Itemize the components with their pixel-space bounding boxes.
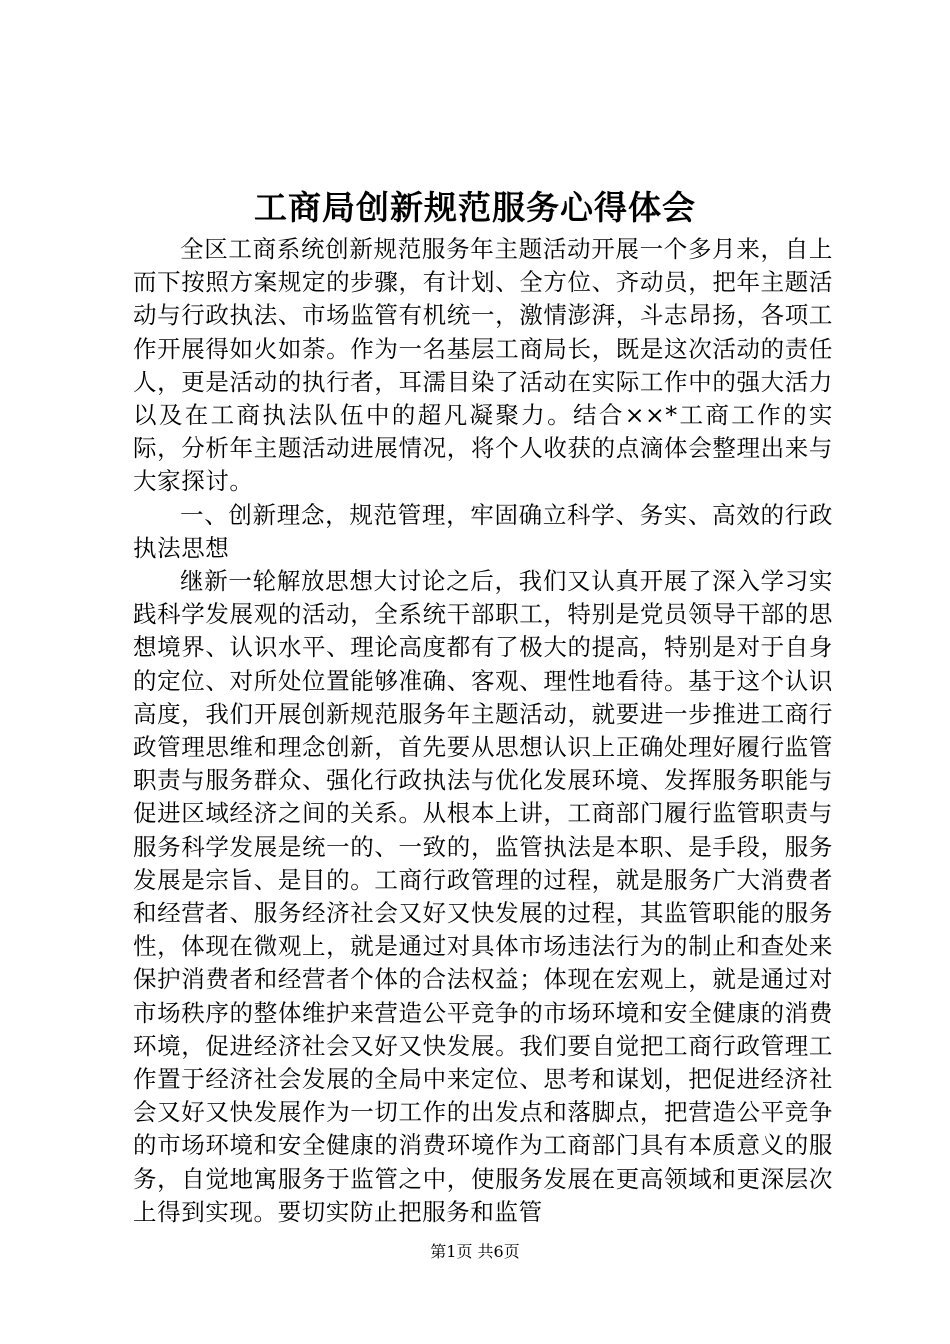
paragraph: 继新一轮解放思想大讨论之后，我们又认真开展了深入学习实践科学发展观的活动，全系统干部职工，特别是党员领导干部的思想境界、认识水平、理论高度都有了极大的提高，特别是对于自身的定位、对所处位置能够准确、客观、理性地看待。基于这个认识高度，我们开展创新规范服务年主题活动，就要进一步推进工商行政管理思维和理念创新，首先要从思想认识上正确处理好履行监管职责与服务群众、强化行政执法与优化发展环境、发挥服务职能与促进区域经济之间的关系。从根本上讲，工商部门履行监管职责与服务科学发展是统一的、一致的，监管执法是本职、是手段，服务发展是宗旨、是目的。工商行政管理的过程，就是服务广大消费者和经营者、服务经济社会又好又快发展的过程，其监管职能的服务性，体现在微观上，就是通过对具体市场违法行为的制止和查处来保护消费者和经营者个体的合法权益；体现在宏观上，就是通过对市场秩序的整体维护来营造公平竞争的市场环境和安全健康的消费环境，促进经济社会又好又快发展。我们要自觉把工商行政管理工作置于经济社会发展的全局中来定位、思考和谋划，把促进经济社会又好又快发展作为一切工作的出发点和落脚点，把营造公平竞争的市场环境和安全健康的消费环境作为工商部门具有本质意义的服务，自觉地寓服务于监管之中，使服务发展在更高领域和更深层次上得到实现。要切实防止把服务和监管 bbox=[133, 567, 833, 1226]
section-heading: 一、创新理念，规范管理，牢固确立科学、务实、高效的行政执法思想 bbox=[133, 500, 833, 562]
document-body bbox=[133, 233, 833, 1229]
paragraph: 全区工商系统创新规范服务年主题活动开展一个多月来，自上而下按照方案规定的步骤，有计划、全方位、齐动员，把年主题活动与行政执法、市场监管有机统一，激情澎湃，斗志昂扬，各项工作开展得如火如荼。作为一名基层工商局长，既是这次活动的责任人，更是活动的执行者，耳濡目染了活动在实际工作中的强大活力以及在工商执法队伍中的超凡凝聚力。结合××*工商工作的实际，分析年主题活动进展情况，将个人收获的点滴体会整理出来与大家探讨。 bbox=[133, 235, 833, 496]
page-number: 第1页 共6页 bbox=[430, 1242, 520, 1261]
document-title: 工商局创新规范服务心得体会 bbox=[254, 188, 696, 227]
